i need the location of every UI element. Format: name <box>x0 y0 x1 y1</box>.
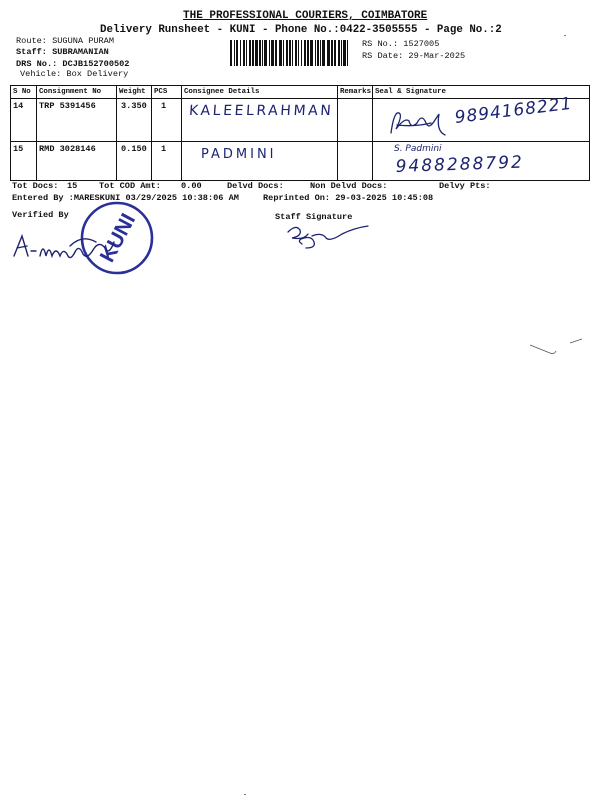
barcode-bar <box>331 40 333 66</box>
barcode-bar <box>327 40 330 66</box>
verified-by-label: Verified By <box>12 210 69 220</box>
barcode-bar <box>269 40 270 66</box>
entered-by: Entered By :MARESKUNI 03/29/2025 10:38:06 AM <box>12 193 239 203</box>
drs-number: DRS No.: DCJB152700502 <box>16 59 130 69</box>
tot-docs-label: Tot Docs: <box>12 181 59 191</box>
barcode-bar <box>322 40 325 66</box>
table-row <box>11 99 590 142</box>
header-pcs: PCS <box>152 86 182 99</box>
barcode-bar <box>230 40 232 66</box>
delvy-pts-label: Delvy Pts: <box>439 181 491 191</box>
barcode-bar <box>292 40 293 66</box>
staff-signature <box>282 222 374 250</box>
header-remarks: Remarks <box>338 86 373 99</box>
barcode-bar <box>310 40 313 66</box>
scan-mark <box>520 335 590 360</box>
barcode-bar <box>317 40 319 66</box>
barcode-bar <box>236 40 238 66</box>
barcode-bar <box>343 40 346 66</box>
delvd-docs-label: Delvd Docs: <box>227 181 284 191</box>
barcode-bar <box>341 40 342 66</box>
handwritten-receiver-name: S. Padmini <box>394 144 442 154</box>
barcode-bar <box>246 40 247 66</box>
barcode-bar <box>304 40 306 66</box>
runsheet-title: Delivery Runsheet - KUNI - Phone No.:0422-3505555 - Page No.:2 <box>100 24 502 36</box>
barcode-bar <box>259 40 261 66</box>
vehicle-label: Vehicle: Box Delivery <box>20 69 129 79</box>
row-consignment-no: TRP 5391456 <box>39 101 96 111</box>
scan-dot <box>244 794 246 795</box>
barcode-bar <box>315 40 316 66</box>
handwritten-phone: 9894168221 <box>453 93 574 128</box>
barcode-bar <box>295 40 297 66</box>
row-pcs: 1 <box>161 101 167 111</box>
barcode-bar <box>334 40 336 66</box>
header-seal-signature: Seal & Signature <box>373 86 590 99</box>
tot-docs-value: 15 <box>67 181 78 191</box>
row-remarks <box>338 99 372 141</box>
row-pcs: 1 <box>161 144 167 154</box>
tot-cod-label: Tot COD Amt: <box>99 181 161 191</box>
row-sno: 14 <box>13 101 24 111</box>
barcode-bar <box>252 40 254 66</box>
barcode-bar <box>338 40 340 66</box>
row-weight: 0.150 <box>121 144 147 154</box>
row-weight: 3.350 <box>121 101 147 111</box>
barcode-bar <box>289 40 291 66</box>
barcode-bar <box>301 40 302 66</box>
rs-date: RS Date: 29-Mar-2025 <box>362 51 466 61</box>
handwritten-phone: 9488288792 <box>395 152 525 177</box>
barcode-bar <box>243 40 245 66</box>
header-sno: S No <box>11 86 37 99</box>
staff-label: Staff: SUBRAMANIAN <box>16 47 109 57</box>
reprinted-on: Reprinted On: 29-03-2025 10:45:08 <box>263 193 434 203</box>
header-consignment-no: Consignment No <box>37 86 117 99</box>
runsheet-table <box>10 85 590 181</box>
barcode-bar <box>283 40 284 66</box>
barcode-bar <box>234 40 235 66</box>
barcode-bar <box>298 40 299 66</box>
barcode-bar <box>255 40 258 66</box>
row-remarks <box>338 142 372 180</box>
barcode-bar <box>249 40 251 66</box>
barcode-bar <box>320 40 321 66</box>
non-delvd-docs-label: Non Delvd Docs: <box>310 181 388 191</box>
table-row <box>11 142 590 181</box>
kuni-stamp <box>0 196 170 280</box>
barcode-bar <box>262 40 263 66</box>
barcode-bar <box>240 40 241 66</box>
handwritten-consignee-name: KALEELRAHMAN <box>188 103 334 119</box>
stamp-text: KUNI <box>95 209 141 267</box>
barcode-bar <box>286 40 288 66</box>
company-name: THE PROFESSIONAL COURIERS, COIMBATORE <box>183 10 428 22</box>
tot-cod-value: 0.00 <box>181 181 202 191</box>
barcode-bar <box>279 40 282 66</box>
barcode-bar <box>275 40 277 66</box>
receiver-signature <box>385 103 451 139</box>
header-weight: Weight <box>117 86 152 99</box>
scan-dot <box>564 35 566 36</box>
barcode <box>230 40 350 66</box>
row-sno: 15 <box>13 144 24 154</box>
barcode-bar <box>264 40 267 66</box>
barcode-bar <box>271 40 274 66</box>
table-header-row <box>11 86 590 99</box>
route-label: Route: SUGUNA PURAM <box>16 36 114 46</box>
staff-signature-label: Staff Signature <box>275 212 353 222</box>
barcode-bar <box>347 40 348 66</box>
barcode-bar <box>307 40 309 66</box>
handwritten-consignee-name: PADMINI <box>201 147 277 162</box>
header-consignee-details: Consignee Details <box>182 86 338 99</box>
rs-number: RS No.: 1527005 <box>362 39 440 49</box>
row-consignment-no: RMD 3028146 <box>39 144 96 154</box>
